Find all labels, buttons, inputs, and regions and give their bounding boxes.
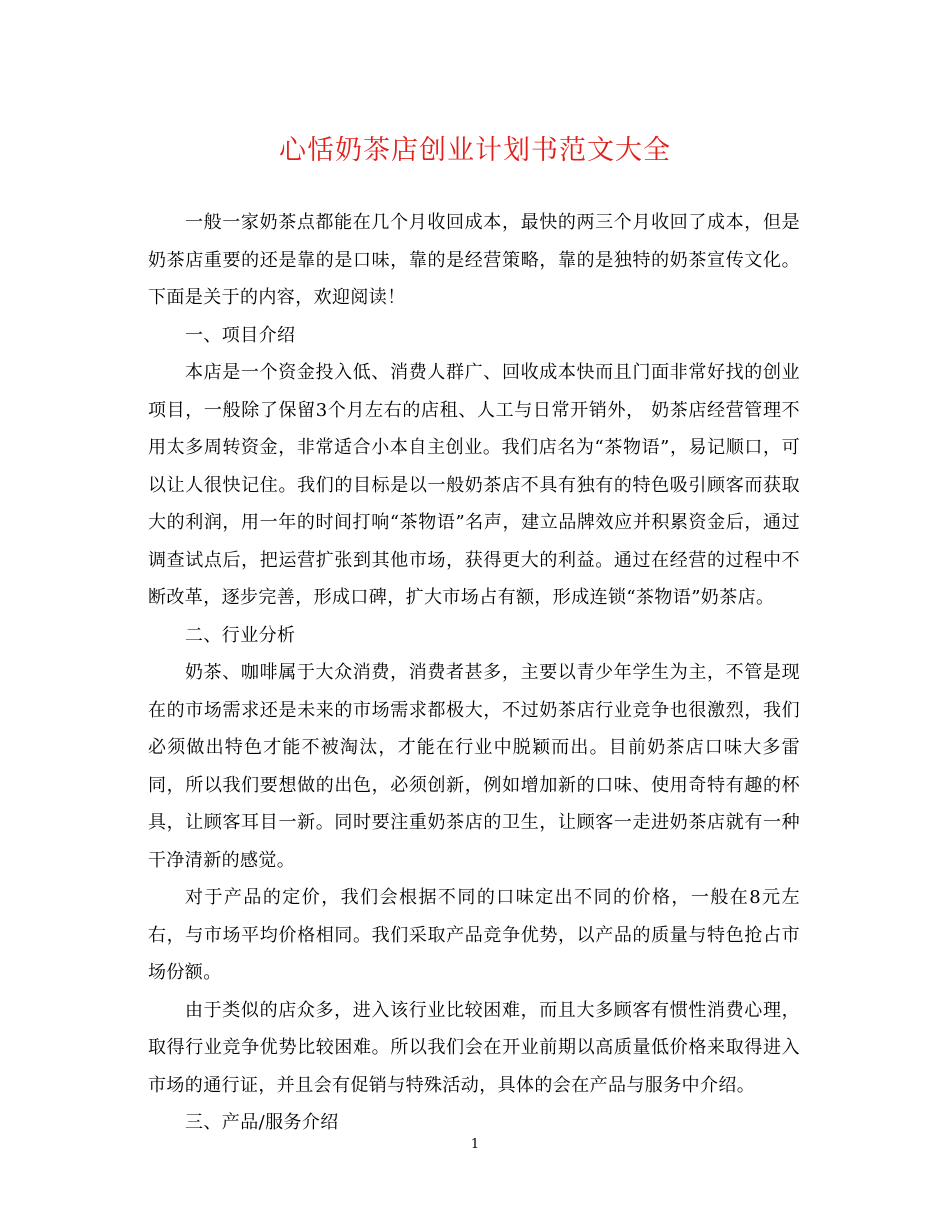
intro-paragraph: 一般一家奶茶点都能在几个月收回成本，最快的两三个月收回了成本，但是奶茶店重要的还是靠的是口味，靠的是经营策略，靠的是独特的奶茶宣传文化。下面是关于的内容，欢迎阅读！ xyxy=(148,212,800,308)
industry-analysis-paragraph-2: 对于产品的定价，我们会根据不同的口味定出不同的价格，一般在8元左右，与市场平均价格相同。我们采取产品竞争优势，以产品的质量与特色抢占市场份额。 xyxy=(148,887,800,983)
document-title: 心恬奶茶店创业计划书范文大全 xyxy=(279,135,671,166)
industry-analysis-paragraph-1: 奶茶、咖啡属于大众消费，消费者甚多，主要以青少年学生为主，不管是现在的市场需求还是未来的市场需求都极大，不过奶茶店行业竞争也很激烈，我们必须做出特色才能不被淘汰，才能在行业中脱颖而出。目前奶茶店口味大多雷同，所以我们要想做的出色，必须创新，例如增加新的口味、使用奇特有趣的杯具，让顾客耳目一新。同时要注重奶茶店的卫生，让顾客一走进奶茶店就有一种干净清新的感觉。 xyxy=(148,662,800,871)
page-number: 1 xyxy=(470,1137,480,1152)
section-heading-product-service: 三、产品/服务介绍 xyxy=(185,1112,339,1133)
project-intro-paragraph: 本店是一个资金投入低、消费人群广、回收成本快而且门面非常好找的创业项目，一般除了保留3个月左右的店租、人工与日常开销外， 奶茶店经营管理不用太多周转资金，非常适合小本自主创业。我们店名为“茶物语”，易记顺口，可以让人很快记住。我们的目标是以一般奶茶店不具有独有的特色吸引顾客而获取大的利润，用一年的时间打响“茶物语”名声，建立品牌效应并积累资金后，通过调查试点后，把运营扩张到其他市场，获得更大的利益。通过在经营的过程中不断改革，逐步完善，形成口碑，扩大市场占有额，形成连锁“茶物语”奶茶店。 xyxy=(148,362,800,608)
document-body xyxy=(148,204,800,1142)
industry-analysis-paragraph-3: 由于类似的店众多，进入该行业比较困难，而且大多顾客有惯性消费心理，取得行业竞争优势比较困难。所以我们会在开业前期以高质量低价格来取得进入市场的通行证，并且会有促销与特殊活动，具体的会在产品与服务中介绍。 xyxy=(148,999,800,1096)
section-heading-project-intro: 一、项目介绍 xyxy=(185,324,296,346)
section-heading-industry-analysis: 二、行业分析 xyxy=(185,624,296,646)
